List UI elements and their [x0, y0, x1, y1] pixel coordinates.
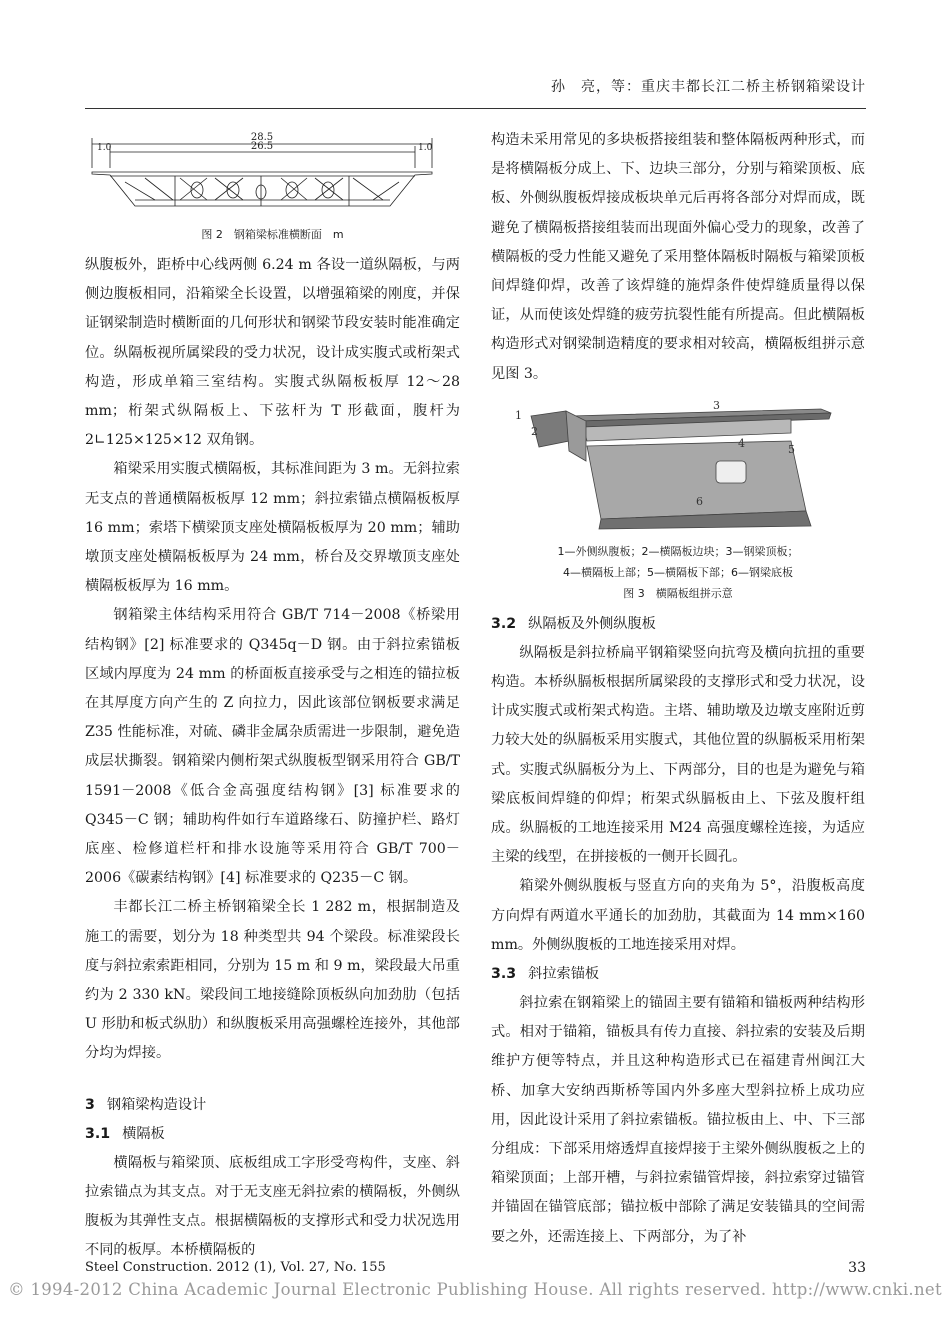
fig3-label-2: 2: [531, 424, 538, 438]
fig3-label-4: 4: [738, 436, 745, 450]
section-3-3-number: 3.3: [491, 966, 517, 983]
left-paragraph-2: 箱梁采用实腹式横隔板，其标准间距为 3 m。无斜拉索无支点的普通横隔板板厚 12 mm；斜拉索锚点横隔板板厚 16 mm；索塔下横梁顶支座处横隔板板厚为 20 mm；辅助墩顶支座处横隔板板厚为 24 mm，桥台及交界墩顶支座处横隔板板厚为 16 mm。: [85, 461, 460, 595]
left-paragraph-4: 丰都长江二桥主桥钢箱梁全长 1 282 m，根据制造及施工的需要，划分为 18 种类型共 94 个梁段。标准梁段长度与斜拉索索距相同，分别为 15 m 和 9 m，梁段最大吊重约为 2 330 kN。梁段间工地接缝除顶板纵向加劲肋（包括 U 形肋和板式纵肋）和纵腹板采用高强螺栓连接外，其他部分均为焊接。: [85, 899, 460, 1062]
left-paragraph-5: 横隔板与箱梁顶、底板组成工字形受弯构件，支座、斜拉索锚点为其支点。对于无支座无斜拉索的横隔板，外侧纵腹板为其弹性支点。根据横隔板的支撑形式和受力状况选用不同的板厚。本桥横隔板的: [85, 1154, 460, 1259]
dim-right: 1.0: [418, 143, 433, 153]
header-rule: [85, 108, 866, 109]
section-3-heading: [85, 1091, 460, 1120]
figure-3-diaphragm-assembly: [491, 401, 865, 531]
section-3-2-number: 3.2: [491, 615, 517, 632]
right-paragraph-1: 构造未采用常见的多块板搭接组装和整体隔板两种形式，而是将横隔板分成上、下、边块三部分，分别与箱梁顶板、底板、外侧纵腹板焊接成板块单元后再将各部分对焊而成，既避免了横隔板搭接组装而出现面外偏心受力的现象，改善了横隔板的受力性能又避免了采用整体隔板时隔板与箱梁顶板间焊缝仰焊，改善了该焊缝的施焊条件使焊缝质量得以保证，从而使该处焊缝的疲劳抗裂性能有所提高。但此横隔板构造形式对钢梁制造精度的要求相对较高，横隔板组拼示意见图 3。: [491, 132, 865, 382]
fig3-label-6: 6: [696, 494, 703, 508]
journal-citation: Steel Construction. 2012 (1), Vol. 27, No. 155: [85, 1260, 386, 1275]
right-paragraph-3: 箱梁外侧纵腹板与竖直方向的夹角为 5°，沿腹板高度方向焊有两道水平通长的加劲肋，其截面为 14 mm×160 mm。外侧纵腹板的工地连接采用对焊。: [491, 878, 865, 953]
fig3-label-1: 1: [515, 408, 522, 422]
left-column: [85, 120, 460, 1266]
section-3-1-number: 3.1: [85, 1125, 111, 1142]
figure-2-caption: 图 2 钢箱梁标准横断面 m: [201, 228, 344, 241]
dim-total: 28.5: [250, 132, 274, 143]
dim-inner: 26.5: [250, 141, 274, 152]
fig3-label-3: 3: [713, 400, 720, 412]
figure-2-cross-section: [85, 120, 460, 224]
left-paragraph-1: 纵腹板外，距桥中心线两侧 6.24 m 各设一道纵隔板，与两侧边腹板相同，沿箱梁全长设置，以增强箱梁的刚度，并保证钢梁制造时横断面的几何形状和钢梁节段安装时能准确定位。纵隔板视所属梁段的受力状况，设计成实腹式或桁架式构造，形成单箱三室结构。实腹式纵隔板板厚 12～28 mm；桁架式纵隔板上、下弦杆为 T 形截面，腹杆为 2∟125×125×12 双角钢。: [85, 257, 460, 449]
right-column: [491, 126, 865, 1252]
figure-3-caption: 图 3 横隔板组拼示意: [623, 586, 733, 600]
page-number: 33: [848, 1260, 866, 1276]
figure-3-legend-line-1: 1—外侧纵腹板；2—横隔板边块；3—钢梁顶板；: [557, 544, 799, 558]
right-paragraph-2: 纵隔板是斜拉桥扁平钢箱梁竖向抗弯及横向抗扭的重要构造。本桥纵膈板根据所属梁段的支撑形式和受力状况，设计成实腹式或桁架式构造。主塔、辅助墩及边墩支座附近剪力较大处的纵膈板采用实腹式，其他位置的纵膈板采用桁架式。实腹式纵膈板分为上、下两部分，目的也是为避免与箱梁底板间焊缝的仰焊；桁架式纵膈板由上、下弦及腹杆组成。纵膈板的工地连接采用 M24 高强度螺栓连接，为适应主梁的线型，在拼接板的一侧开长圆孔。: [491, 644, 865, 866]
section-3-number: 3: [85, 1096, 95, 1113]
running-header: 孙 亮，等：重庆丰都长江二桥主桥钢箱梁设计: [551, 79, 866, 95]
section-3-title: 钢箱梁构造设计: [106, 1096, 207, 1113]
fig3-label-5: 5: [788, 442, 795, 456]
section-3-3-title: 斜拉索锚板: [528, 966, 600, 983]
left-paragraph-3: 钢箱梁主体结构采用符合 GB/T 714－2008《桥梁用结构钢》[2] 标准要求的 Q345q－D 钢。由于斜拉索锚板区域内厚度为 24 mm 的桥面板直接承受与之相连的锚拉板在其厚度方向产生的 Z 向拉力，因此该部位钢板要求满足 Z35 性能标准，对硫、磷非金属杂质需进一步限制，避免造成层状撕裂。钢箱梁内侧桁架式纵腹板型钢采用符合 GB/T 1591－2008《低合金高强度结构钢》[3] 标准要求的 Q345－C 钢；辅助构件如行车道路缘石、防撞护栏、路灯底座、检修道栏杆和排水设施等采用符合 GB/T 700－2006《碳素结构钢》[4] 标准要求的 Q235－C 钢。: [85, 607, 460, 887]
section-3-2-title: 纵隔板及外侧纵腹板: [528, 615, 656, 632]
section-3-3-heading: [491, 960, 865, 989]
section-3-1-title: 横隔板: [122, 1125, 165, 1142]
dim-left: 1.0: [97, 143, 112, 153]
section-3-1-heading: [85, 1120, 460, 1149]
figure-3-legend-line-2: 4—横隔板上部；5—横隔板下部；6—钢梁底板: [563, 565, 793, 579]
section-3-2-heading: [491, 610, 865, 639]
right-paragraph-4: 斜拉索在钢箱梁上的锚固主要有锚箱和锚板两种结构形式。相对于锚箱，锚板具有传力直接、斜拉索的安装及后期维护方便等特点，并且这种构造形式已在福建青州闽江大桥、加拿大安纳西斯桥等国内外多座大型斜拉桥上成功应用，因此设计采用了斜拉索锚板。锚拉板由上、中、下三部分组成：下部采用熔透焊直接焊接于主梁外侧纵腹板之上的箱梁顶面；上部开槽，与斜拉索锚管焊接，斜拉索穿过锚管并锚固在锚管底部；锚拉板中部除了满足安装锚具的空间需要之外，还需连接上、下两部分，为了补: [491, 995, 865, 1245]
copyright-watermark: © 1994-2012 China Academic Journal Electronic Publishing House. All rights reserved. http://www.cnki.net: [8, 1280, 942, 1299]
page-footer: [85, 1260, 866, 1275]
